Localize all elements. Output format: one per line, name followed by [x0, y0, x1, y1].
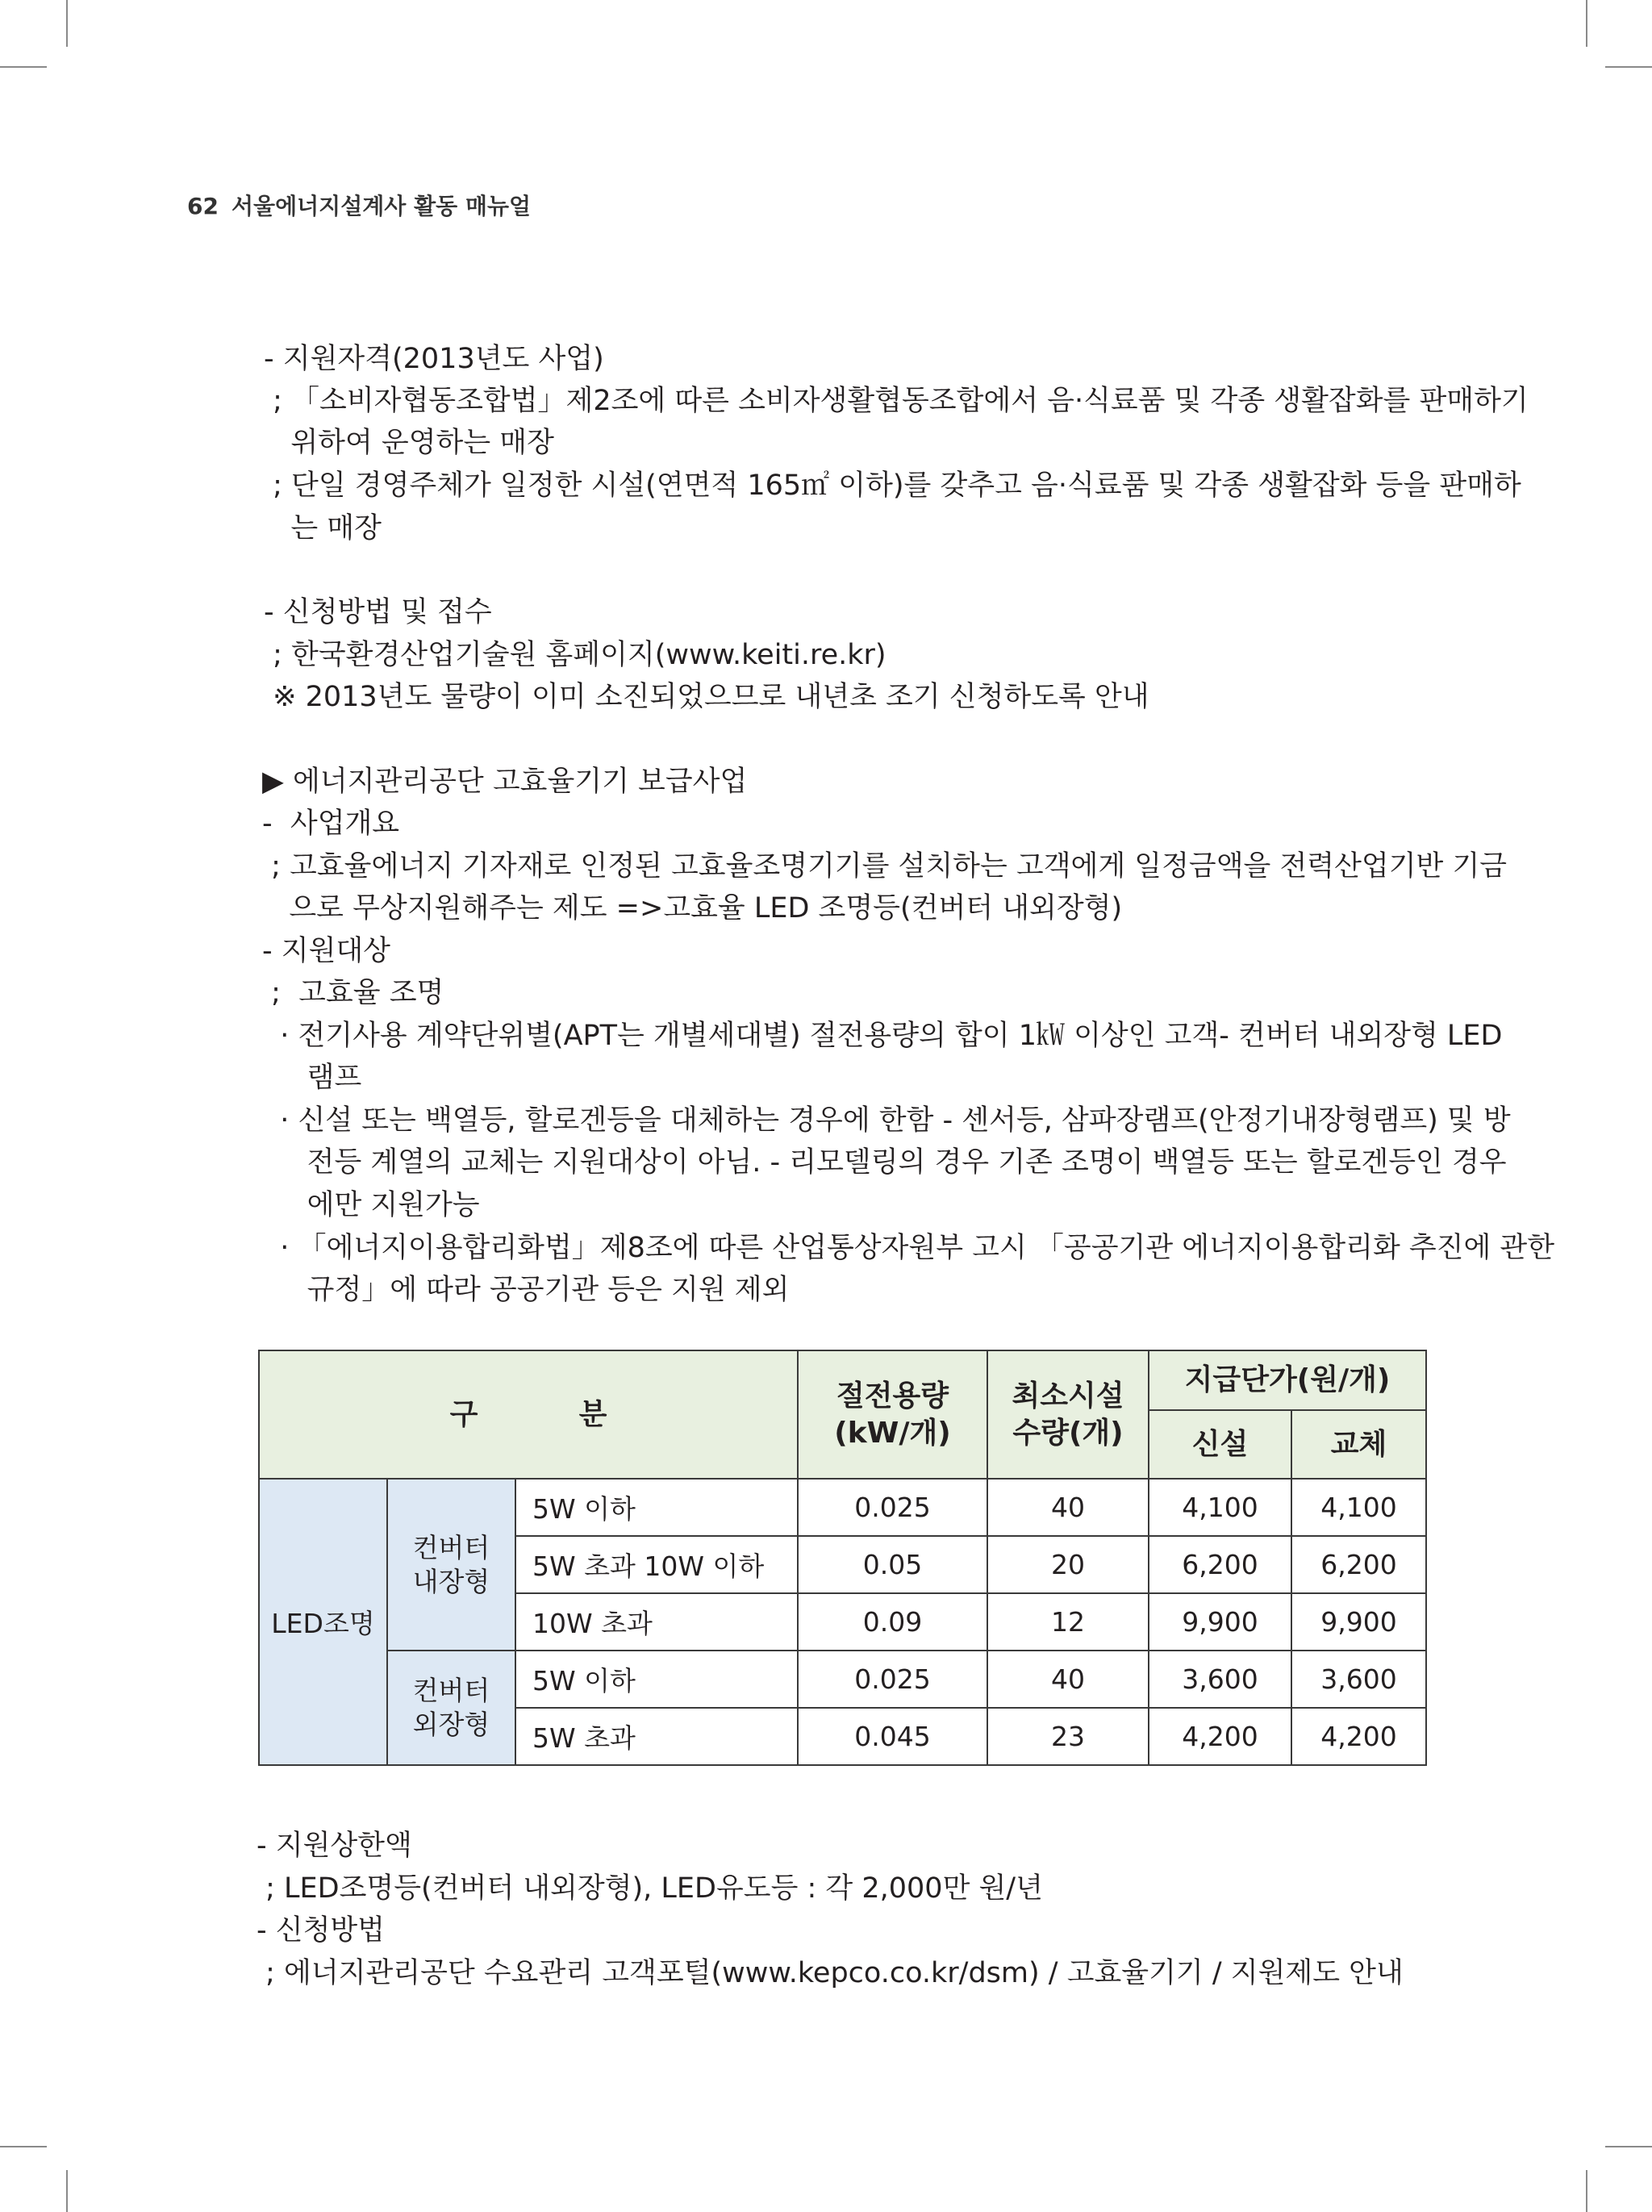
new-price-cell: 3,600	[1149, 1651, 1291, 1708]
min-quantity-header: 최소시설 수량(개)	[987, 1350, 1149, 1479]
text-line: ; 에너지관리공단 수요관리 고객포털(www.kepco.co.kr/dsm) / 고효율기기 / 지원제도 안내	[257, 1957, 1404, 1989]
text-line: ; 고효율에너지 기자재로 인정된 고효율조명기기를 설치하는 고객에게 일정금액을 전력산업기반 기금	[262, 850, 1508, 883]
new-price-cell: 9,900	[1149, 1593, 1291, 1651]
external-converter-cell: 컨버터 외장형	[387, 1651, 515, 1765]
text-line: 에만 지원가능	[262, 1189, 480, 1221]
spec-cell: 5W 초과 10W 이하	[515, 1536, 798, 1593]
section-heading: ▶ 에너지관리공단 고효율기기 보급사업	[262, 766, 748, 798]
min-qty-cell: 40	[987, 1479, 1149, 1536]
crop-mark	[66, 0, 68, 47]
text-line: - 지원자격(2013년도 사업)	[264, 343, 604, 375]
new-price-cell: 4,200	[1149, 1708, 1291, 1765]
text-line: ; LED조명등(컨버터 내외장형), LED유도등 : 각 2,000만 원/년	[257, 1872, 1043, 1905]
text-line: - 사업개요	[262, 808, 400, 840]
replace-price-cell: 3,600	[1291, 1651, 1426, 1708]
text-line: ※ 2013년도 물량이 이미 소진되었으므로 내년초 조기 신청하도록 안내	[264, 681, 1149, 713]
text-line: - 지원상한액	[257, 1830, 412, 1862]
replace-price-cell: 9,900	[1291, 1593, 1426, 1651]
led-subsidy-table	[258, 1350, 1427, 1766]
text-line: ; 「소비자협동조합법」제2조에 따른 소비자생활협동조합에서 음·식료품 및 각종 생활잡화를 판매하기	[264, 385, 1529, 417]
saving-cell: 0.025	[798, 1651, 987, 1708]
text-line: ; 단일 경영주체가 일정한 시설(연면적 165㎡ 이하)를 갖추고 음·식료품 및 각종 생활잡화 등을 판매하	[264, 470, 1521, 502]
group-cell: LED조명	[259, 1479, 387, 1765]
page-number: 62	[187, 193, 219, 219]
crop-mark	[1605, 66, 1652, 68]
min-qty-cell: 20	[987, 1536, 1149, 1593]
text-line: 으로 무상지원해주는 제도 =>고효율 LED 조명등(컨버터 내외장형)	[262, 892, 1123, 924]
spec-cell: 10W 초과	[515, 1593, 798, 1651]
crop-mark	[1605, 2146, 1652, 2147]
text-line: 램프	[262, 1062, 362, 1094]
crop-mark	[1586, 0, 1587, 47]
category-header: 구 분	[259, 1350, 798, 1479]
text-line: 전등 계열의 교체는 지원대상이 아님. - 리모델링의 경우 기존 조명이 백열등 또는 할로겐등인 경우	[262, 1146, 1507, 1179]
replace-price-cell: 4,200	[1291, 1708, 1426, 1765]
text-line: ; 한국환경산업기술원 홈페이지(www.keiti.re.kr)	[264, 639, 886, 671]
saving-capacity-header: 절전용량 (kW/개)	[798, 1350, 987, 1479]
manual-title: 서울에너지설계사 활동 매뉴얼	[231, 193, 532, 219]
text-line: · 신설 또는 백열등, 할로겐등을 대체하는 경우에 한함 - 센서등, 삼파장램프(안정기내장형램프) 및 방	[262, 1104, 1511, 1137]
crop-mark	[0, 66, 47, 68]
table-row	[259, 1651, 1426, 1708]
text-line: ; 고효율 조명	[262, 977, 444, 1009]
table-row	[259, 1479, 1426, 1536]
text-line: · 「에너지이용합리화법」제8조에 따른 산업통상자원부 고시 「공공기관 에너지이용합리화 추진에 관한	[262, 1232, 1555, 1264]
saving-cell: 0.05	[798, 1536, 987, 1593]
text-line: 위하여 운영하는 매장	[264, 427, 554, 459]
internal-converter-cell: 컨버터 내장형	[387, 1479, 515, 1651]
min-qty-cell: 23	[987, 1708, 1149, 1765]
spec-cell: 5W 초과	[515, 1708, 798, 1765]
text-line: - 지원대상	[262, 935, 390, 967]
spec-cell: 5W 이하	[515, 1651, 798, 1708]
replace-price-cell: 4,100	[1291, 1479, 1426, 1536]
text-line: - 신청방법	[257, 1914, 385, 1947]
table-header-row	[259, 1350, 1426, 1410]
min-qty-cell: 12	[987, 1593, 1149, 1651]
text-line: - 신청방법 및 접수	[264, 596, 492, 628]
text-line: 규정」에 따라 공공기관 등은 지원 제외	[262, 1274, 790, 1306]
saving-cell: 0.025	[798, 1479, 987, 1536]
new-install-header: 신설	[1149, 1410, 1291, 1479]
running-header	[187, 189, 544, 221]
new-price-cell: 4,100	[1149, 1479, 1291, 1536]
replace-price-cell: 6,200	[1291, 1536, 1426, 1593]
crop-mark	[0, 2146, 47, 2147]
new-price-cell: 6,200	[1149, 1536, 1291, 1593]
unit-price-header: 지급단가(원/개)	[1149, 1350, 1426, 1410]
crop-mark	[66, 2170, 68, 2212]
spec-cell: 5W 이하	[515, 1479, 798, 1536]
saving-cell: 0.09	[798, 1593, 987, 1651]
min-qty-cell: 40	[987, 1651, 1149, 1708]
crop-mark	[1586, 2170, 1587, 2212]
saving-cell: 0.045	[798, 1708, 987, 1765]
replacement-header: 교체	[1291, 1410, 1426, 1479]
text-line: · 전기사용 계약단위별(APT는 개별세대별) 절전용량의 합이 1㎾ 이상인 고객- 컨버터 내외장형 LED	[262, 1020, 1503, 1052]
text-line: 는 매장	[264, 512, 382, 545]
